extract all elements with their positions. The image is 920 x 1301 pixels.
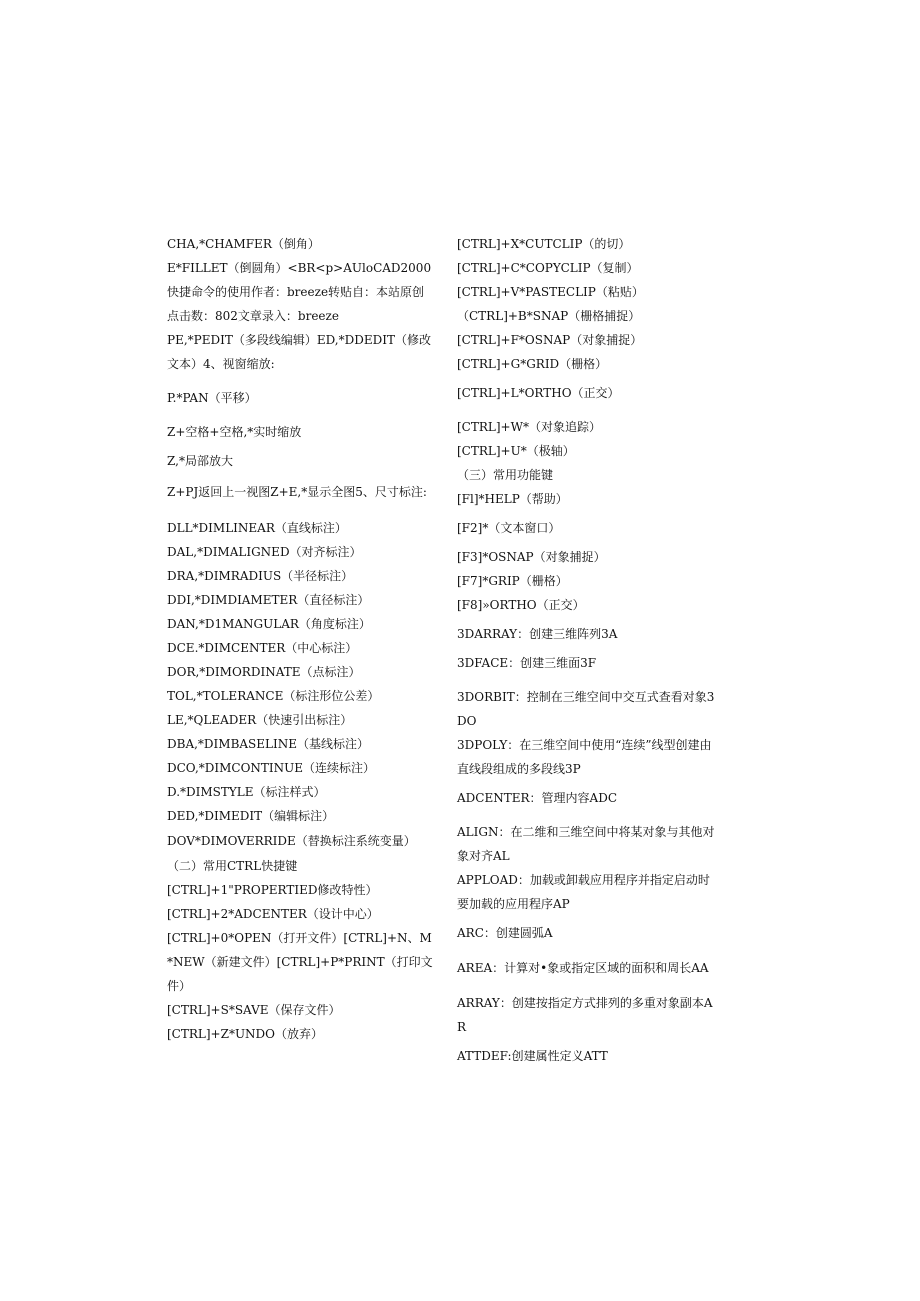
text-line: Z+空格+空格,*实时缩放 — [167, 425, 302, 439]
text-line: Z+PJ返回上一视图Z+E,*显示全图5、尺寸标注: — [167, 485, 427, 499]
text-line: LE,*QLEADER（快速引出标注） — [167, 713, 353, 727]
text-line: ADCENTER：管理内容ADC — [457, 791, 617, 805]
text-line: D.*DIMSTYLE（标注样式） — [167, 785, 326, 799]
text-line: 3DFACE：创建三维面3F — [457, 656, 597, 670]
text-line: AREA：计算对•象或指定区域的面积和周长AA — [457, 961, 709, 975]
text-line: 3DARRAY：创建三维阵列3A — [457, 627, 618, 641]
text-line: （CTRL]+B*SNAP（栅格捕捉） — [457, 309, 641, 323]
section-heading: （三）常用功能键 — [457, 468, 554, 482]
text-line: E*FILLET（倒圆角）<BR<p>AUloCAD2000快捷命令的使用作者：breeze转贴自：本站原创点击数：802文章录入：breeze — [167, 261, 432, 323]
left-column — [167, 232, 433, 1046]
text-line: [CTRL]+W*（对象追踪） — [457, 420, 601, 434]
text-line: DBA,*DIMBASELINE（基线标注） — [167, 737, 370, 751]
text-line: [CTRL]+U*（极轴） — [457, 444, 575, 458]
text-line: DAL,*DIMALIGNED（对齐标注） — [167, 545, 362, 559]
text-line: [F3]*OSNAP（对象捕捉） — [457, 550, 606, 564]
text-line: DCE.*DIMCENTER（中心标注） — [167, 641, 358, 655]
text-line: ARC：创建圆弧A — [457, 926, 553, 940]
text-line: DRA,*DIMRADIUS（半径标注） — [167, 569, 354, 583]
text-line: [CTRL]+G*GRID（栅格） — [457, 357, 608, 371]
text-line: [F2]*（文本窗口） — [457, 521, 561, 535]
text-line: DDI,*DIMDIAMETER（直径标注） — [167, 593, 370, 607]
text-line: [CTRL]+2*ADCENTER（设计中心） — [167, 907, 379, 921]
text-line: Z,*局部放大 — [167, 454, 233, 468]
section-heading: （二）常用CTRL快捷键 — [167, 859, 298, 873]
text-line: DOV*DIMOVERRIDE（替换标注系统变量） — [167, 834, 416, 848]
text-line: DCO,*DIMCONTINUE（连续标注） — [167, 761, 376, 775]
text-line: [CTRL]+X*CUTCLIP（的切） — [457, 237, 631, 251]
text-line: 3DPOLY：在三维空间中使用“连续”线型创建由直线段组成的多段线3P — [457, 738, 712, 776]
text-line: ATTDEF:创建属性定义ATT — [457, 1049, 608, 1063]
text-line: [CTRL]+S*SAVE（保存文件） — [167, 1003, 341, 1017]
text-line: P.*PAN（平移） — [167, 391, 257, 405]
text-line: 3DORBIT：控制在三维空间中交互式查看对象3DO — [457, 690, 715, 728]
text-line: DOR,*DIMORDINATE（点标注） — [167, 665, 361, 679]
text-line: ALIGN：在二维和三维空间中将某对象与其他对象对齐AL — [457, 825, 715, 863]
text-line: [CTRL]+1"PROPERTIED修改特性） — [167, 883, 378, 897]
text-line: [CTRL]+L*ORTHO（正交） — [457, 386, 620, 400]
text-line: [F8]»ORTHO（正交） — [457, 598, 585, 612]
text-line: [F7]*GRIP（栅格） — [457, 574, 568, 588]
text-line: DAN,*D1MANGULAR（角度标注） — [167, 617, 371, 631]
text-line: DLL*DIMLINEAR（直线标注） — [167, 521, 347, 535]
text-line: [CTRL]+V*PASTECLIP（粘贴） — [457, 285, 644, 299]
text-line: PE,*PEDIT（多段线编辑）ED,*DDEDIT（修改文本）4、视窗缩放: — [167, 333, 431, 371]
text-line: CHA,*CHAMFER（倒角） — [167, 237, 320, 251]
text-line: [CTRL]+C*COPYCLIP（复制） — [457, 261, 639, 275]
text-line: ARRAY：创建按指定方式排列的多重对象副本AR — [457, 996, 713, 1034]
text-line: DED,*DIMEDIT（编辑标注） — [167, 809, 335, 823]
text-line: [Fl]*HELP（帮助） — [457, 492, 568, 506]
text-line: [CTRL]+Z*UNDO（放弃） — [167, 1027, 324, 1041]
text-line: [CTRL]+F*OSNAP（对象捕捉） — [457, 333, 643, 347]
text-line: TOL,*TOLERANCE（标注形位公差） — [167, 689, 380, 703]
text-line: APPLOAD：加载或卸载应用程序并指定启动时要加载的应用程序AP — [457, 873, 710, 911]
right-column — [457, 232, 720, 1068]
text-line: [CTRL]+0*OPEN（打开文件）[CTRL]+N、M*NEW（新建文件）[CTRL]+P*PRINT（打印文件） — [167, 931, 433, 993]
